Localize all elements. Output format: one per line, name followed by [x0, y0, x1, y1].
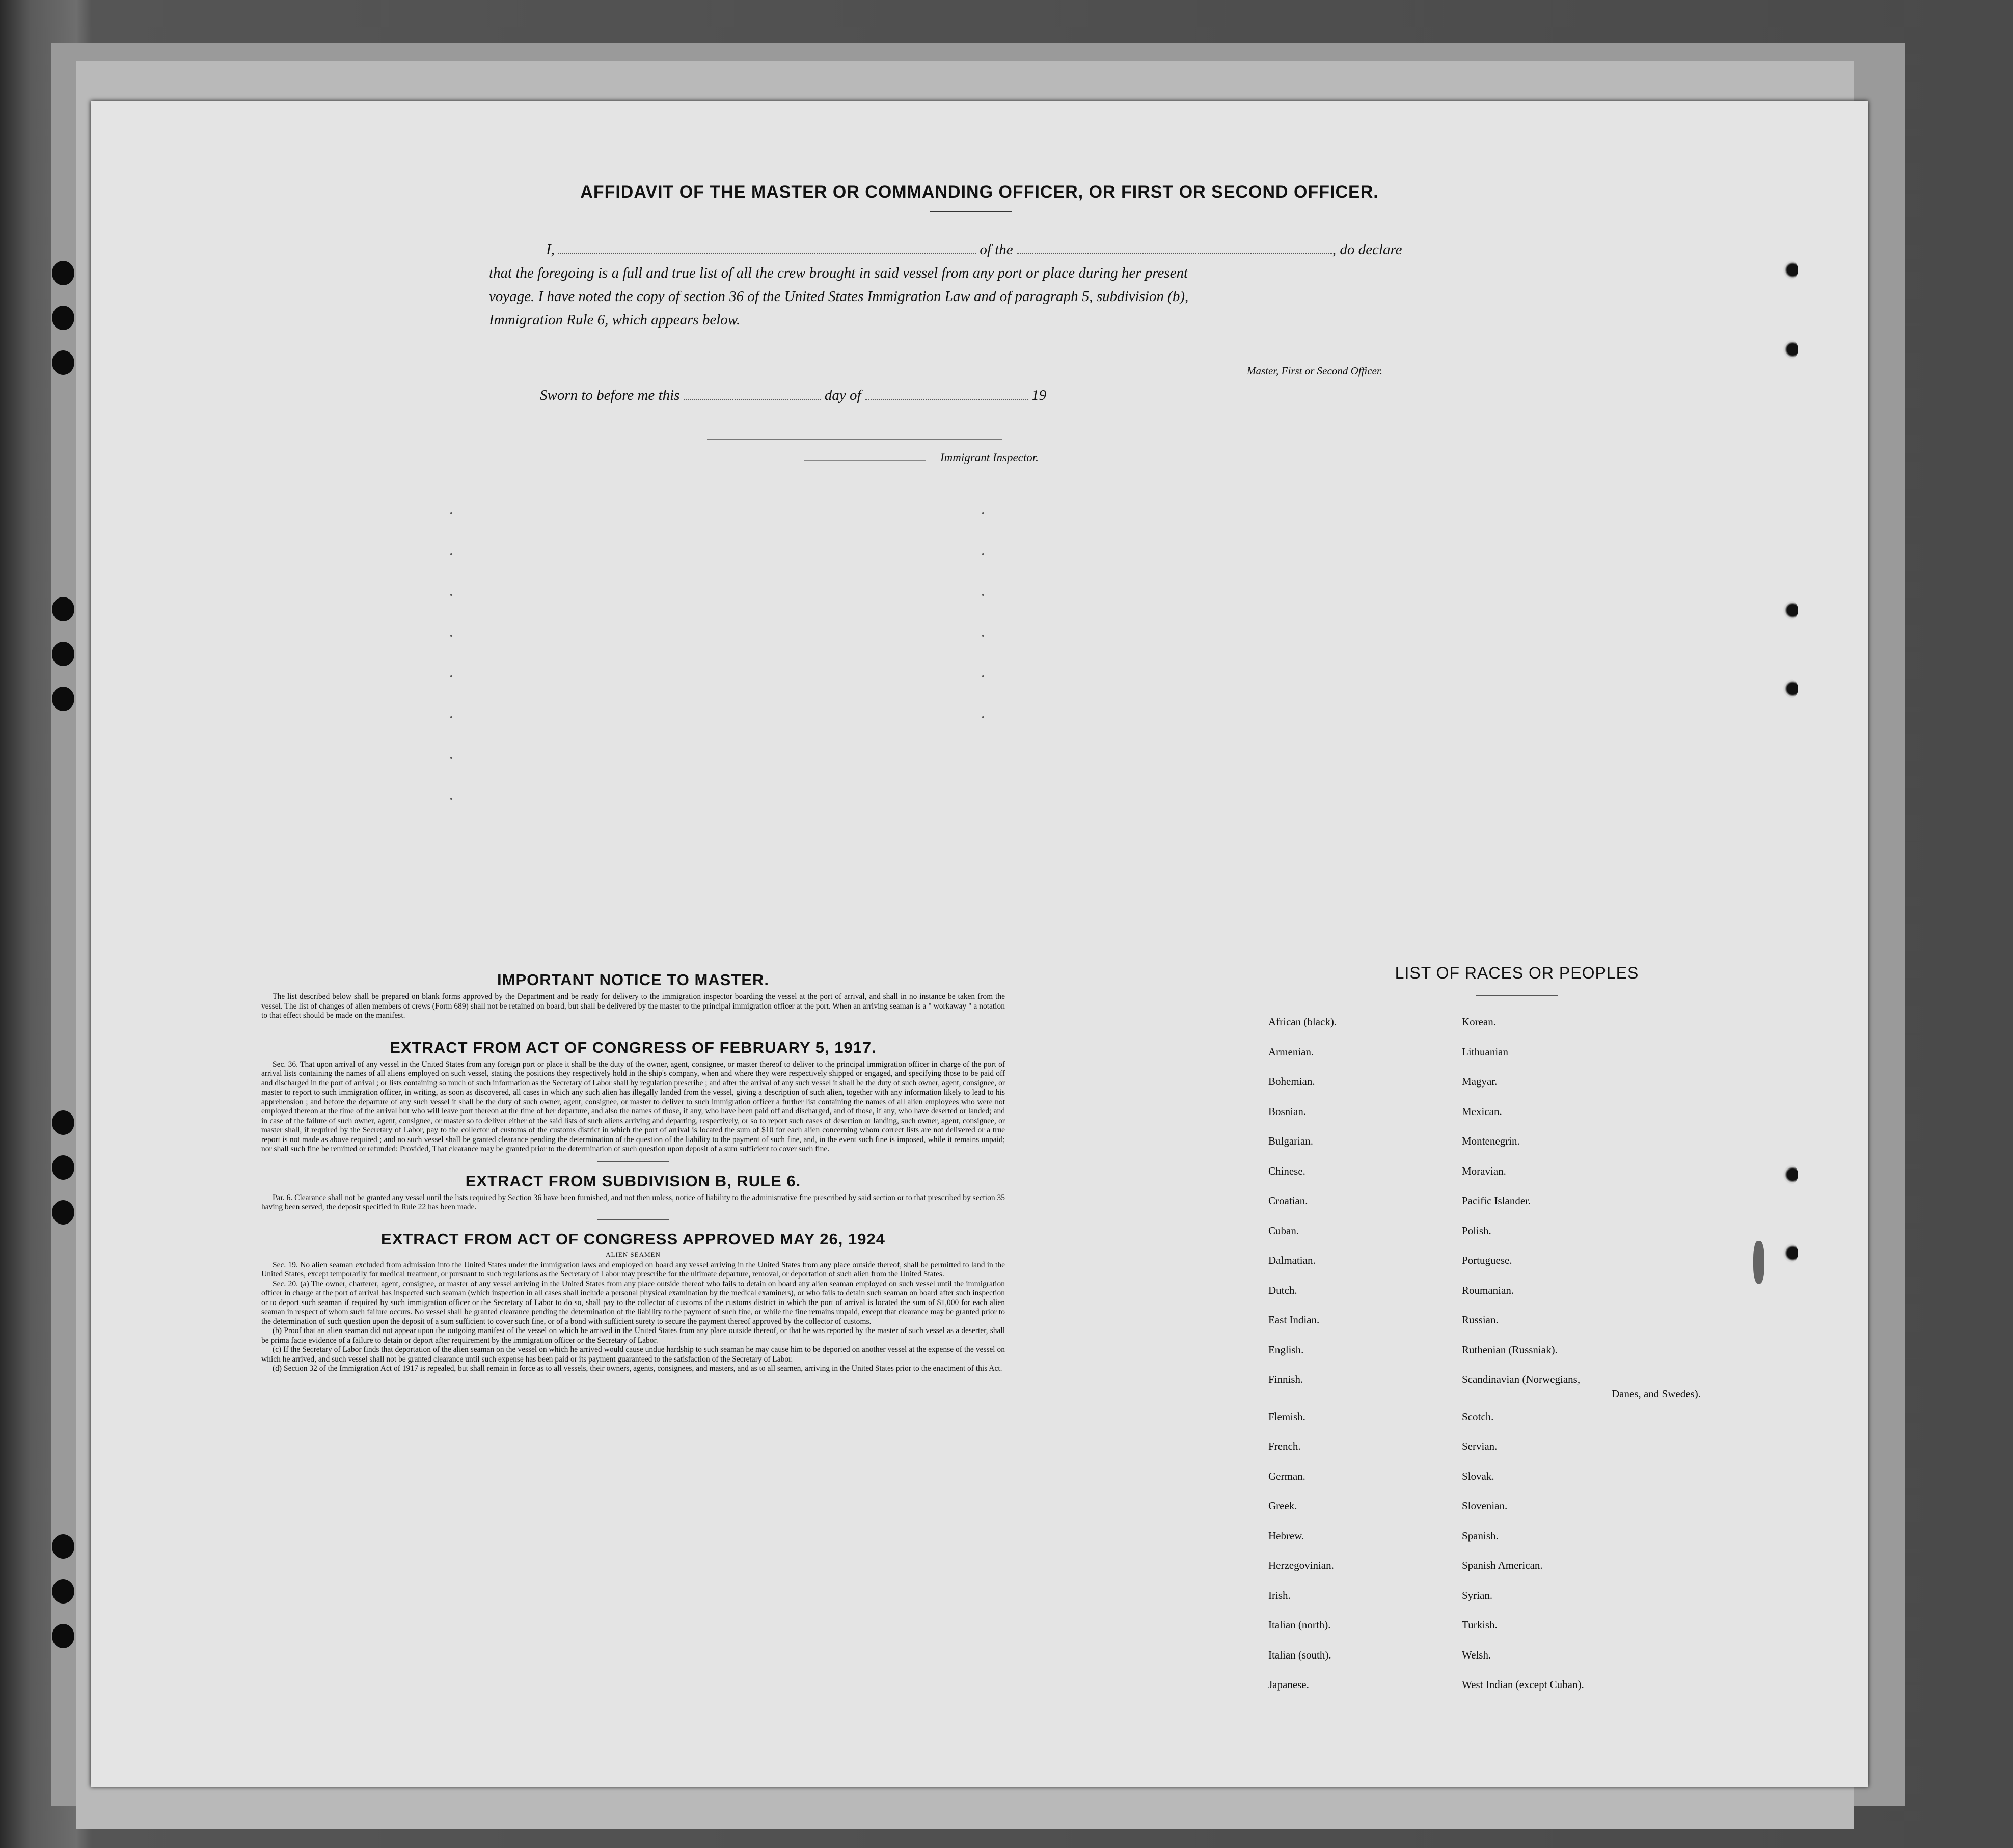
day-of-label: day of [824, 387, 861, 403]
affidavit-body-2: voyage. I have noted the copy of section 36 of the United States Immigration Law and of paragraph 5, subdivision (b), [489, 288, 1189, 305]
race-item: Ruthenian (Russniak). [1462, 1343, 1558, 1356]
punch-hole [52, 306, 74, 330]
i-label: I, [546, 241, 555, 258]
race-item: Flemish. [1268, 1410, 1305, 1423]
race-item: East Indian. [1268, 1314, 1320, 1326]
signature-caption: Master, First or Second Officer. [1247, 365, 1382, 377]
punch-hole [52, 642, 74, 666]
punch-hole-right [1783, 678, 1798, 699]
legal-notices-column [261, 971, 1005, 1374]
extract-1924-subtitle: ALIEN SEAMEN [606, 1250, 661, 1258]
race-item: Armenian. [1268, 1045, 1314, 1058]
extract-rule6-text: Par. 6. Clearance shall not be granted any vessel until the lists required by Section 36 have been furnished, and not then unless, notice of liability to the administrative fine prescribed by said section or to that prescribed by section 35 having been served, the deposit specified in Rule 22 has been made. [261, 1193, 1005, 1211]
race-item: Korean. [1462, 1016, 1497, 1028]
inspector-caption: Immigrant Inspector. [940, 451, 1039, 464]
punch-hole-right [1783, 1243, 1798, 1263]
race-item: Lithuanian [1462, 1045, 1508, 1058]
ink-smudge [1753, 1241, 1764, 1284]
race-item: Slovak. [1462, 1470, 1494, 1482]
race-item: Mexican. [1462, 1105, 1502, 1118]
race-item: Bosnian. [1268, 1105, 1307, 1118]
punch-hole [52, 1200, 74, 1225]
race-item: Bohemian. [1268, 1075, 1315, 1088]
declaration-line [546, 241, 1560, 258]
extract-1924-paragraph: Sec. 19. No alien seaman excluded from admission into the United States under the immigration laws and employed on board any vessel arriving in the United States from any place outside thereof, shall be permitted to land in the United States, except temporarily for medical treatment, or pursuant to such regulations as the Secretary of Labor may prescribe for the ultimate departure, removal, or deportation of such alien from the United States. [261, 1260, 1005, 1279]
race-item: Dutch. [1268, 1284, 1297, 1296]
race-item: Roumanian. [1462, 1284, 1514, 1296]
race-item: Cuban. [1268, 1224, 1299, 1237]
affidavit-title: AFFIDAVIT OF THE MASTER OR COMMANDING OFFICER, OR FIRST OR SECOND OFFICER. [580, 182, 1379, 202]
inspector-line [707, 439, 1002, 440]
extract-1924-paragraph: (c) If the Secretary of Labor finds that deportation of the alien seaman on the vessel on which he arrived would cause undue hardship to such seaman he may cause him to be deported on another vessel at the expense of the vessel on which he arrived, and such vessel shall not be granted clearance until such expense has been paid or its payment guaranteed to the satisfaction of the Secretary of Labor. [261, 1345, 1005, 1364]
race-item: Scotch. [1462, 1410, 1494, 1423]
race-item: Irish. [1268, 1589, 1291, 1601]
races-title: LIST OF RACES OR PEOPLES [1395, 964, 1639, 982]
race-item: Chinese. [1268, 1164, 1305, 1177]
document-sheet [91, 101, 1868, 1787]
race-item: German. [1268, 1470, 1305, 1482]
race-item: Slovenian. [1462, 1500, 1508, 1512]
punch-hole [52, 687, 74, 711]
of-the-label: of the [980, 241, 1013, 258]
divider [597, 1219, 669, 1220]
race-item: French. [1268, 1440, 1301, 1452]
extract-1917-text: Sec. 36. That upon arrival of any vessel in the United States from any foreign port or place it shall be the duty of the owner, agent, consignee, or master thereof to deliver to the principal immigration officer in charge of the port of arrival lists containing the names of all aliens employed on such vessel, stating the positions they respectively hold in the ship's company, when and where they were respectively shipped or engaged, and specifying those to be paid off and discharged in the port of arrival ; or lists containing so much of such information as the Secretary of Labor shall by regulation prescribe ; and after the arrival of any such vessel it shall be the duty of such owner, agent, consignee, or master to report to such immigration officer, in writing, as soon as discovered, all cases in which any such alien has illegally landed from the vessel, giving a description of such alien, together with any information likely to lead to his apprehension ; and before the departure of any such vessel it shall be the duty of such owner, agent, consignee, or master to deliver to such immigration officer a further list containing the names of all alien employees who were not employed thereon at the time of the arrival but who will leave port thereon at the time of her departure, and also the names of those, if any, who have been paid off and discharged, and of those, if any, who have deserted or landed; and in case of the failure of such owner, agent, consignee, or master so to deliver either of the said lists of such aliens arriving and departing, respectively, or so to report such cases of desertion or landing, such owner, agent, consignee, or master shall, if required by the Secretary of Labor, pay to the collector of customs of the customs district in which the port of arrival is located the sum of $10 for each alien concerning whom correct lists are not delivered or a true report is not made as above required ; and no such vessel shall be granted clearance pending the determination of the question of the liability to the payment of such fine, and, in the event such fine is imposed, while it remains unpaid; nor shall such fine be remitted or refunded: Provided, That clearance may be granted prior to the determination of such question upon deposit of a sum sufficient to cover such fine. [261, 1059, 1005, 1153]
name-blank [558, 253, 976, 254]
race-item: Pacific Islander. [1462, 1194, 1531, 1207]
race-item: Turkish. [1462, 1619, 1498, 1631]
race-item: Welsh. [1462, 1648, 1491, 1661]
race-item: Spanish American. [1462, 1559, 1543, 1571]
race-item: Russian. [1462, 1314, 1499, 1326]
punch-hole-right [1783, 260, 1798, 280]
extract-1924-title: EXTRACT FROM ACT OF CONGRESS APPROVED MAY 26, 1924 [381, 1230, 885, 1248]
race-item: Italian (north). [1268, 1619, 1331, 1631]
race-item: Greek. [1268, 1500, 1297, 1512]
race-item: Polish. [1462, 1224, 1491, 1237]
race-item: Herzegovinian. [1268, 1559, 1334, 1571]
punch-hole [52, 1579, 74, 1604]
race-item: Finnish. [1268, 1373, 1303, 1385]
punch-hole [52, 261, 74, 285]
divider [597, 1161, 669, 1162]
extract-1924-paragraph: (d) Section 32 of the Immigration Act of 1917 is repealed, but shall remain in force as to all vessels, their owners, agents, consignees, and masters, and as to all seamen, arriving in the United States prior to the enactment of this Act. [273, 1364, 1002, 1373]
punch-hole [52, 1534, 74, 1559]
punch-hole [52, 1155, 74, 1180]
inspector-line-short [804, 460, 926, 461]
race-item: African (black). [1268, 1016, 1337, 1028]
race-item: Magyar. [1462, 1075, 1498, 1088]
extract-1924-paragraph: (b) Proof that an alien seaman did not appear upon the outgoing manifest of the vessel on which he arrived in the United States from any place outside thereof, or that he was reported by the master of such vessel as a deserter, shall be prima facie evidence of a failure to detain or deport after requirement by the immigration officer or the Secretary of Labor. [261, 1326, 1005, 1345]
title-rule [930, 211, 1012, 212]
extract-rule6-title: EXTRACT FROM SUBDIVISION B, RULE 6. [465, 1172, 801, 1190]
race-item: Japanese. [1268, 1678, 1309, 1691]
year-prefix: 19 [1031, 387, 1047, 403]
sworn-label: Sworn to before me this [540, 387, 680, 403]
extract-1917-title: EXTRACT FROM ACT OF CONGRESS OF FEBRUARY 5, 1917. [390, 1038, 877, 1056]
races-rule [1476, 995, 1558, 996]
notice-title: IMPORTANT NOTICE TO MASTER. [497, 971, 769, 989]
race-item: Hebrew. [1268, 1529, 1304, 1542]
punch-hole [52, 1624, 74, 1648]
race-item: Montenegrin. [1462, 1135, 1520, 1147]
affidavit-body-3: Immigration Rule 6, which appears below. [489, 312, 741, 328]
race-item: Italian (south). [1268, 1648, 1331, 1661]
do-declare-label: , do declare [1332, 241, 1402, 258]
sworn-line [540, 387, 1046, 404]
race-item: Dalmatian. [1268, 1254, 1316, 1266]
month-blank [865, 399, 1028, 400]
extract-1924-paragraph: Sec. 20. (a) The owner, charterer, agent, consignee, or master of any vessel arriving in the United States from any place outside thereof who fails to detain on board any alien seaman employed on such vessel until the immigration officer in charge at the port of arrival has inspected such seaman (which inspection in all cases shall include a personal physical examination by the medical examiners), or who fails to detain such seaman on board after such inspection or to deport such seaman if required by such immigration officer or the Secretary of Labor to do so, shall pay to the collector of customs of the customs district in which the port of arrival is located the sum of $1,000 for each alien seaman in respect of whom such failure occurs. No vessel shall be granted clearance pending the determination of the liability to the payment of such fine, or while the fine remains unpaid, except that clearance may be granted prior to the determination of such question upon the deposit of a sum sufficient to cover such fine, or of a bond with sufficient surety to secure the payment thereof approved by the collector of customs. [261, 1279, 1005, 1326]
vessel-blank [1017, 253, 1332, 254]
race-item: Scandinavian (Norwegians, [1462, 1373, 1581, 1385]
punch-hole-right [1783, 600, 1798, 620]
notice-text: The list described below shall be prepared on blank forms approved by the Department and be ready for delivery to the immigration inspector boarding the vessel at the port of arrival, and shall in no instance be taken from the vessel. The list of changes of alien members of crews (Form 689) shall not be retained on board, but shall be delivered by the master to the principal immigration officer at the port. When an arriving seaman is a " workaway " a notation to that effect should be made on the manifest. [261, 992, 1005, 1020]
punch-hole-right [1783, 339, 1798, 360]
punch-hole [52, 597, 74, 621]
race-item: Croatian. [1268, 1194, 1308, 1207]
race-item: English. [1268, 1343, 1304, 1356]
race-item: Syrian. [1462, 1589, 1493, 1601]
race-item: Servian. [1462, 1440, 1498, 1452]
punch-hole-right [1783, 1164, 1798, 1185]
punch-hole [52, 350, 74, 375]
race-item: Moravian. [1462, 1164, 1506, 1177]
race-item: Spanish. [1462, 1529, 1499, 1542]
race-item: Bulgarian. [1268, 1135, 1314, 1147]
race-item: West Indian (except Cuban). [1462, 1678, 1584, 1691]
race-item: Portuguese. [1462, 1254, 1512, 1266]
punch-hole [52, 1110, 74, 1135]
day-blank [684, 399, 821, 400]
affidavit-body-1: that the foregoing is a full and true list of all the crew brought in said vessel from any port or place during her present [489, 265, 1188, 281]
race-item-continuation: Danes, and Swedes). [1612, 1388, 1701, 1400]
